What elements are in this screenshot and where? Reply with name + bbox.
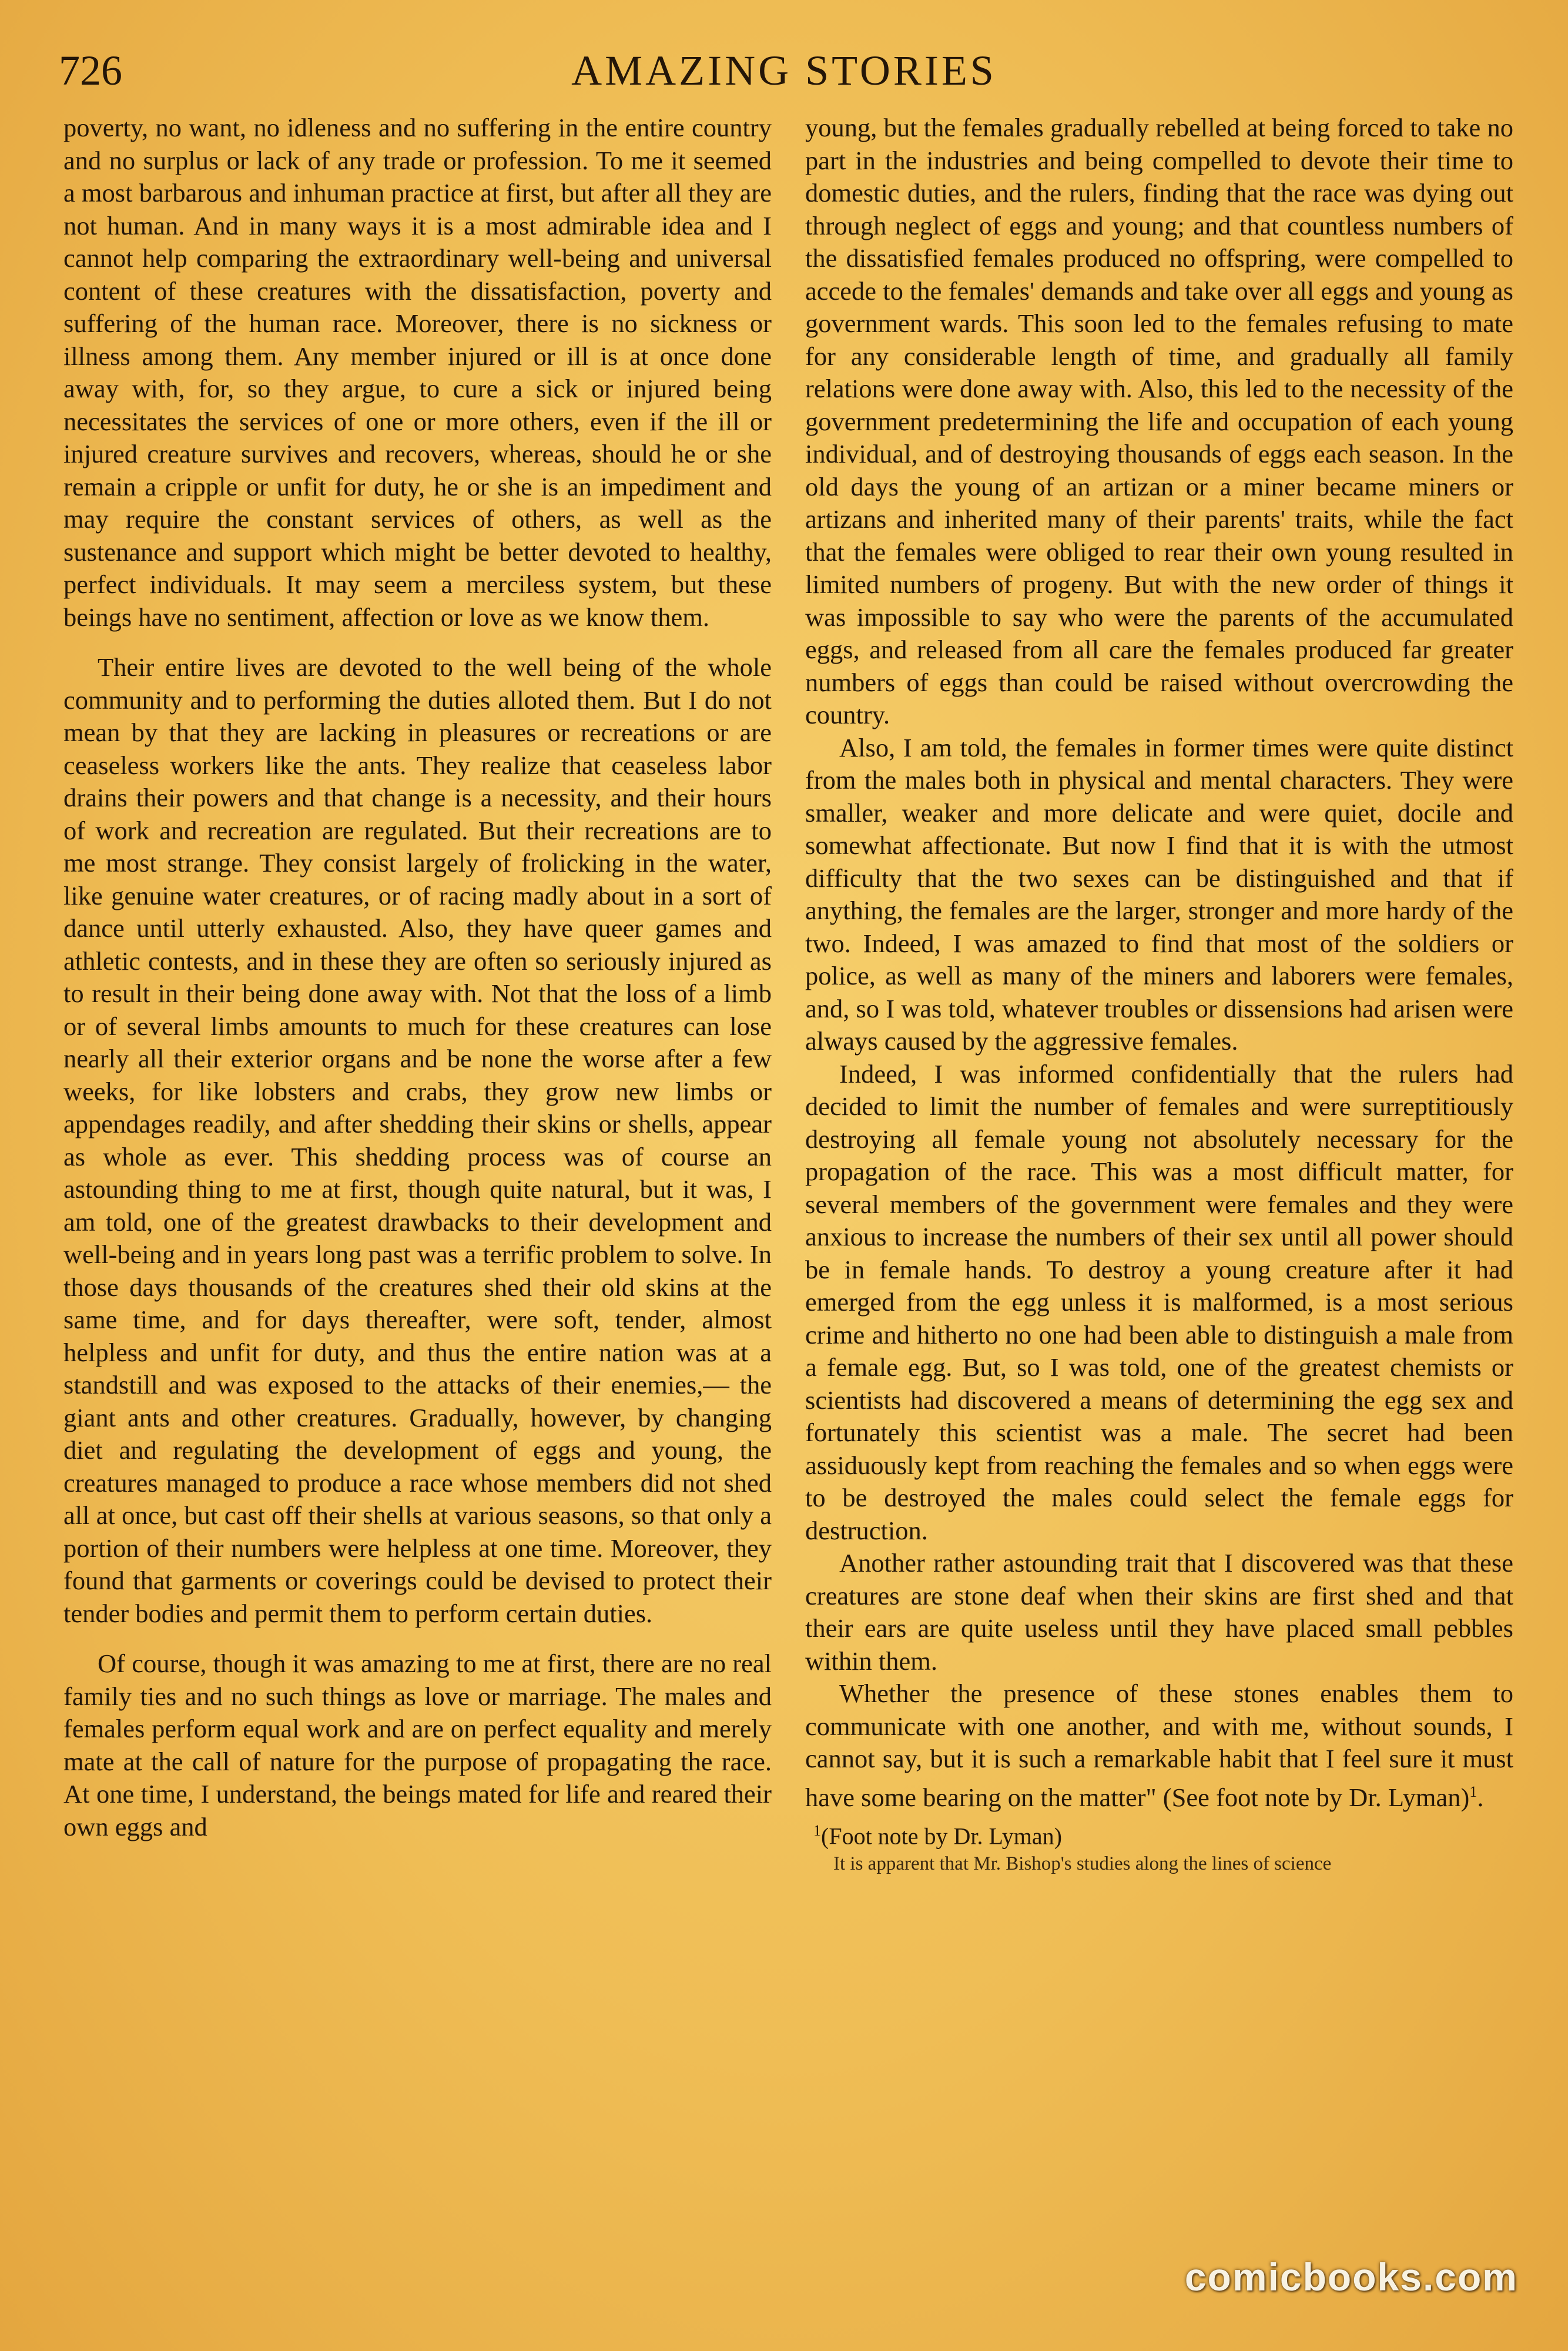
footnote-reference: 1 [1469,1783,1477,1800]
paragraph: Also, I am told, the females in former times were quite distinct from the males both in physical and mental characters. They were smaller, weaker and more delicate and were quiet, docile and somewhat affectionate. But now I find that it is with the utmost difficulty that the two sexes can be distinguished and that if anything, the females are the larger, stronger and more hardy of the two. Indeed, I was amazed to find that most of the soldiers or police, as well as many of the miners and laborers were females, and, so I was told, whatever troubles or dissensions had arisen were always caused by the aggressive females. [805,732,1513,1056]
running-title: AMAZING STORIES [571,47,997,94]
footnote-mark: 1 [813,1821,821,1839]
footnote-text: It is apparent that Mr. Bishop's studies along the lines of science [833,1853,1332,1875]
footnote-label [813,1816,1513,1851]
watermark-logo: comicbooks.com [1184,2255,1518,2299]
paragraph: poverty, no want, no idleness and no suffering in the entire country and no surplus or lack of any trade or profession. To me it seemed a most barbarous and inhuman practice at first, but after all they are not human. And in many ways it is a most admirable idea and I cannot help comparing the extraordinary well-being and universal content of these creatures with the dissatisfaction, poverty and suffering of the human race. Moreover, there is no sickness or illness among them. Any member injured or ill is at once done away with, for, so they argue, to cure a sick or injured being necessitates the services of one or more others, even if the ill or injured creature survives and recovers, whereas, should he or she remain a cripple or unfit for duty, he or she is an impediment and may require the constant services of others, as well as the sustenance and support which might be better devoted to healthy, perfect individuals. It may seem a merciless system, but these beings have no sentiment, affection or love as we know them. [63,113,772,632]
footnote-label-text: (Foot note by Dr. Lyman) [821,1823,1062,1850]
right-column [805,112,1513,1877]
paragraph: Of course, though it was amazing to me at first, there are no real family ties and no such things as love or marriage. The males and females perform equal work and are on perfect equality and merely mate at the call of nature for the purpose of propagating the race. At one time, I understand, the beings mated for life and reared their own eggs and [63,1649,772,1841]
paragraph: Indeed, I was informed confidentially that the rulers had decided to limit the number of females and were surreptitiously destroying all female young not absolutely necessary for the propagation of the race. This was a most difficult matter, for several members of the government were females and they were anxious to increase the numbers of their sex until all power should be in female hands. To destroy a young creature after it had emerged from the egg unless it is malformed, is a most serious crime and hitherto no one had been able to distinguish a male from a female egg. But, so I was told, one of the greatest chemists or scientists had discovered a means of determining the egg sex and fortunately this scientist was a male. The secret had been assiduously kept from reaching the females and so when eggs were to be destroyed the males could select the female eggs for destruction. [805,1059,1513,1545]
paragraph-text: Whether the presence of these stones enables them to communicate with one another, and with me, without sounds, I cannot say, but it is such a remarkable habit that I feel sure it must have some bearing on the matter" (See foot note by Dr. Lyman) [805,1679,1513,1812]
paragraph: Their entire lives are devoted to the well being of the whole community and to performing the duties alloted them. But I do not mean by that they are lacking in pleasures or recreations or are ceaseless workers like the ants. They realize that ceaseless labor drains their powers and that change is a necessity, and their hours of work and recreation are regulated. But their recreations are to me most strange. They consist largely of frolicking in the water, like genuine water creatures, or of racing madly about in a sort of dance until utterly exhausted. Also, they have queer games and athletic contests, and in these they are often so seriously injured as to result in their being done away with. Not that the loss of a limb or of several limbs amounts to much for these creatures can lose nearly all their exterior organs and be none the worse after a few weeks, for like lobsters and crabs, they grow new limbs or appendages readily, and after shedding their skins or shells, appear as whole as ever. This shedding process was of course an astounding thing to me at first, though quite natural, but it was, I am told, one of the greatest drawbacks to their development and well-being and in years long past was a terrific problem to solve. In those days thousands of the creatures shed their old skins at the same time, and for days thereafter, were soft, tender, almost helpless and unfit for duty, and thus the entire nation was at a standstill and was exposed to the attacks of their enemies,— the giant ants and other creatures. Gradually, however, by changing diet and regulating the development of eggs and young, the creatures managed to produce a race whose members did not shed all at once, but cast off their shells at various seasons, so that only a portion of their numbers were helpless at one time. Moreover, they found that garments or coverings could be devised to protect their tender bodies and permit them to perform certain duties. [63,652,772,1628]
paragraph: young, but the females gradually rebelled at being forced to take no part in the industries and being compelled to devote their time to domestic duties, and the rulers, finding that the race was dying out through neglect of eggs and young; and that countless numbers of the dissatisfied females produced no offspring, were compelled to accede to the females' demands and take over all eggs and young as government wards. This soon led to the females refusing to mate for any considerable length of time, and gradually all family relations were done away with. Also, this led to the necessity of the government predetermining the life and occupation of each young individual, and of destroying thousands of eggs each season. In the old days the young of an artizan or a miner became miners or artizans and inherited many of their parents' traits, while the fact that the females were obliged to rear their own young resulted in limited numbers of progeny. But with the new order of things it was impossible to say who were the parents of the accumulated eggs, and released from all care the females produced far greater numbers of eggs than could be raised without overcrowding the country. [805,113,1513,729]
paragraph: Another rather astounding trait that I discovered was that these creatures are stone deaf when their skins are first shed and that their ears are quite useless until they have placed small pebbles within them. [805,1548,1513,1676]
page-number: 726 [59,47,122,94]
paragraph [805,1677,1513,1814]
page-header [0,41,1568,106]
left-column [63,112,772,1843]
paragraph-end: . [1477,1782,1484,1812]
